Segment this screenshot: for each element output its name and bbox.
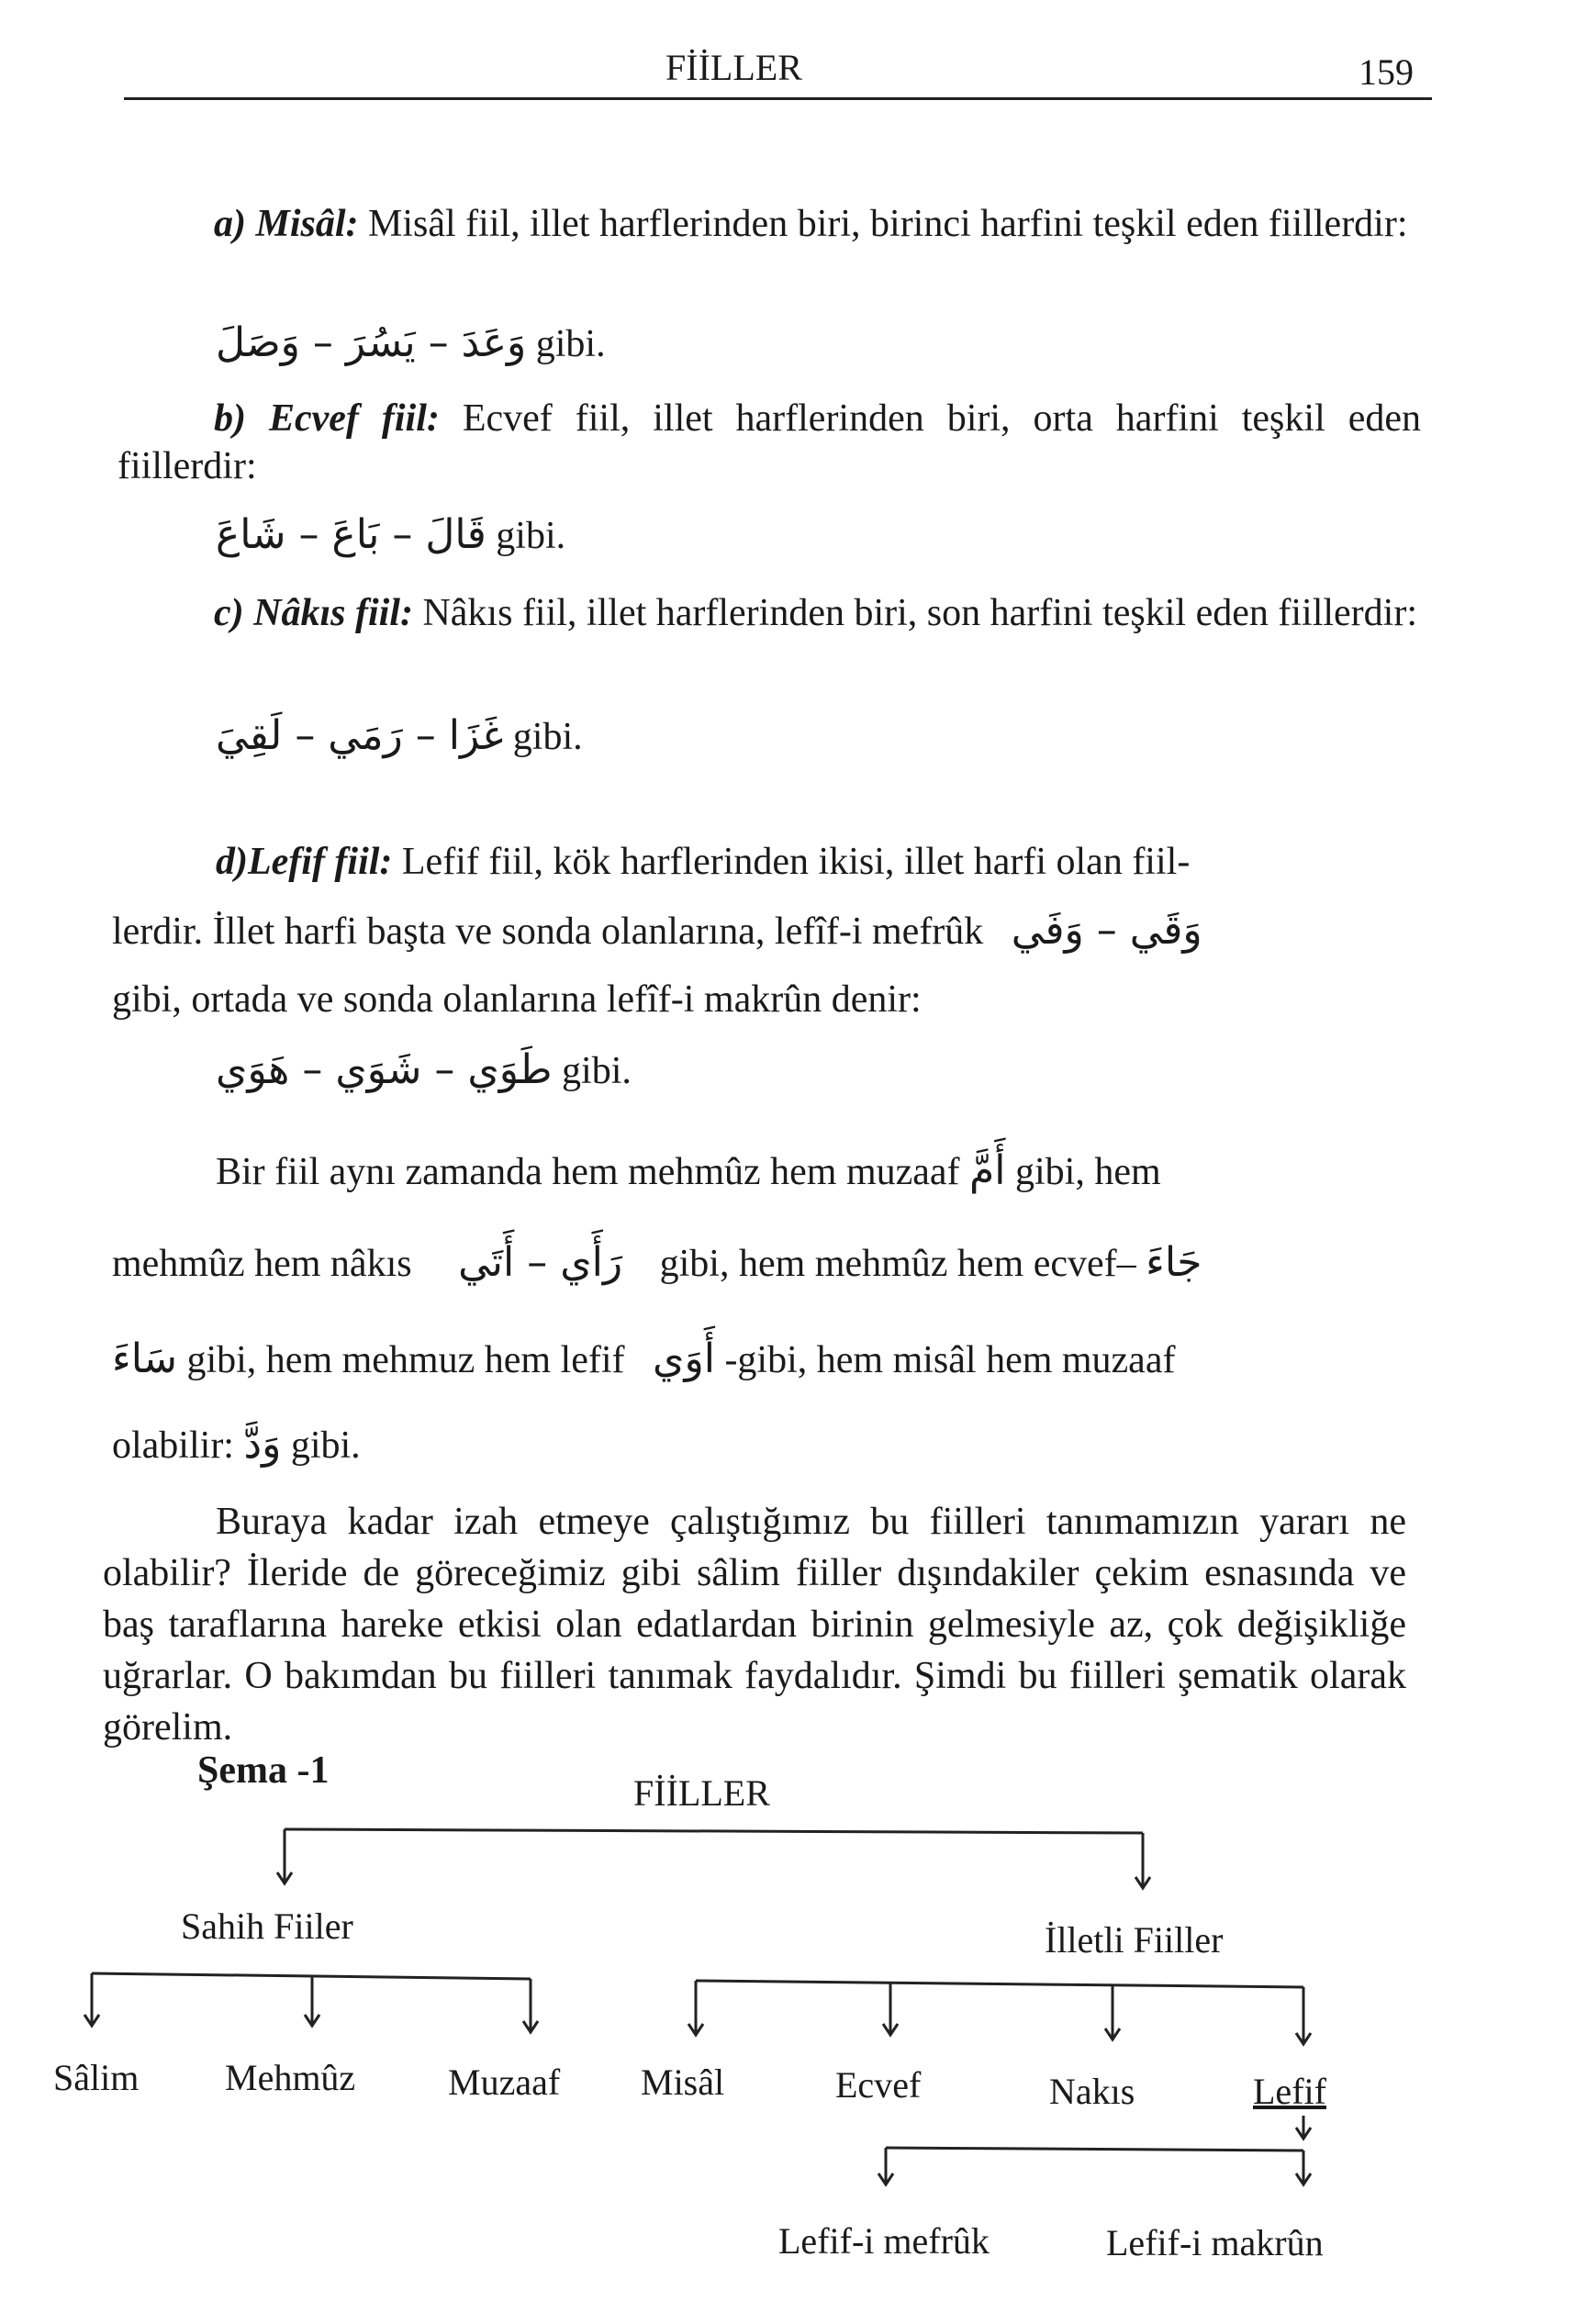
paragraph-closing: Buraya kadar izah etmeye çalıştığımız bu fiilleri tanımamızın yararı ne olabilir? İleride de göreceğimiz gibi sâlim fiiller dışındakiler çekim esnasında ve baş taraflarına hareke etkisi olan edatlardan birinin gelmesiyle az, çok değişikliğe uğrarlar. O bakımdan bu fiilleri tanımak faydalıdır. Şimdi bu fiilleri şematik olarak görelim. bbox=[103, 1501, 1406, 1749]
schema-ecvef: Ecvef bbox=[835, 2064, 922, 2106]
schema-muzaaf: Muzaaf bbox=[448, 2061, 561, 2103]
schema-title: Şema -1 bbox=[197, 1749, 330, 1792]
schema-lefif: Lefif bbox=[1253, 2071, 1326, 2112]
schema-nakis: Nakıs bbox=[1049, 2071, 1135, 2112]
text-lefif-2: lerdir. İllet harfi başta ve sonda olanlarına, lefîf-i mefrûk bbox=[112, 911, 984, 953]
arabic-examples-lefif: طَوَي – شَوَي – هَوَي bbox=[216, 1046, 553, 1093]
combo-text-3a: gibi, hem mehmuz hem lefif bbox=[186, 1339, 625, 1381]
running-header-title: FİİLLER bbox=[665, 47, 802, 88]
arabic-examples-nakis: غَزَا – رَمَي – لَقِيَ bbox=[216, 712, 504, 759]
text-misal: Misâl fiil, illet harflerinden biri, birinci harfini teşkil eden fiillerdir: bbox=[368, 203, 1408, 245]
connector-illetli-branch bbox=[696, 1981, 1303, 1987]
gibi-ecvef: gibi. bbox=[496, 515, 566, 557]
arabic-emme: أَمَّ bbox=[969, 1147, 1006, 1194]
label-misal: a) Misâl: bbox=[214, 203, 359, 245]
arabic-examples-ecvef: قَالَ – بَاعَ – شَاعَ bbox=[216, 511, 486, 558]
label-nakis: c) Nâkıs fiil: bbox=[214, 592, 413, 634]
combo-text-4a: olabilir: bbox=[112, 1425, 234, 1467]
arabic-rea-eta: رَأَي – أَتَي bbox=[458, 1239, 623, 1286]
arabic-lefif-mefruk: وَقَي – وَفَي bbox=[1011, 907, 1202, 954]
combo-text-1a: Bir fiil aynı zamanda hem mehmûz hem muzaaf bbox=[216, 1151, 960, 1193]
arabic-vedde: وَدَّ bbox=[243, 1421, 282, 1468]
arabic-examples-misal: وَعَدَ – يَسُرَ – وَصَلَ bbox=[216, 319, 527, 366]
combo-text-2b: gibi, hem mehmûz hem ecvef– bbox=[659, 1243, 1136, 1285]
page-number: 159 bbox=[1359, 51, 1414, 93]
text-ecvef: Ecvef fiil, illet harflerinden biri, orta harfini teşkil eden fiillerdir: bbox=[117, 397, 1422, 487]
schema-mefruk: Lefif-i mefrûk bbox=[778, 2220, 990, 2262]
schema-illetli: İlletli Fiiller bbox=[1045, 1919, 1224, 1961]
combo-text-2a: mehmûz hem nâkıs bbox=[112, 1243, 412, 1285]
gibi-nakis: gibi. bbox=[512, 716, 583, 758]
text-lefif-3: gibi, ortada ve sonda olanlarına lefîf-i makrûn denir: bbox=[112, 978, 922, 1021]
schema-root: FİİLLER bbox=[633, 1772, 770, 1814]
combo-text-4b: gibi. bbox=[290, 1425, 361, 1467]
gibi-misal: gibi. bbox=[535, 323, 606, 365]
gibi-lefif: gibi. bbox=[562, 1050, 632, 1092]
schema-mehmuz: Mehmûz bbox=[225, 2057, 356, 2098]
arabic-sae: سَاءَ bbox=[112, 1335, 177, 1382]
text-nakis: Nâkıs fiil, illet harflerinden biri, son harfini teşkil eden fiillerdir: bbox=[422, 592, 1417, 634]
combo-text-1b: gibi, hem bbox=[1015, 1151, 1161, 1193]
arabic-eva: أَوَي bbox=[653, 1335, 715, 1382]
text-lefif-1: Lefif fiil, kök harflerinden ikisi, illet harfi olan fiil- bbox=[401, 841, 1191, 883]
label-lefif: d)Lefif fiil: bbox=[216, 841, 393, 883]
connector-lefif-branch bbox=[886, 2148, 1303, 2151]
schema-misal: Misâl bbox=[641, 2061, 725, 2103]
arabic-cae: جَاءَ bbox=[1146, 1239, 1202, 1286]
combo-text-3b: -gibi, hem misâl hem muzaaf bbox=[724, 1339, 1176, 1381]
schema-sahih: Sahih Fiiler bbox=[181, 1905, 353, 1947]
label-ecvef: b) Ecvef fiil: bbox=[214, 397, 440, 440]
connector-root bbox=[285, 1829, 1143, 1833]
schema-makrun: Lefif-i makrûn bbox=[1106, 2222, 1324, 2263]
schema-salim: Sâlim bbox=[53, 2057, 140, 2098]
